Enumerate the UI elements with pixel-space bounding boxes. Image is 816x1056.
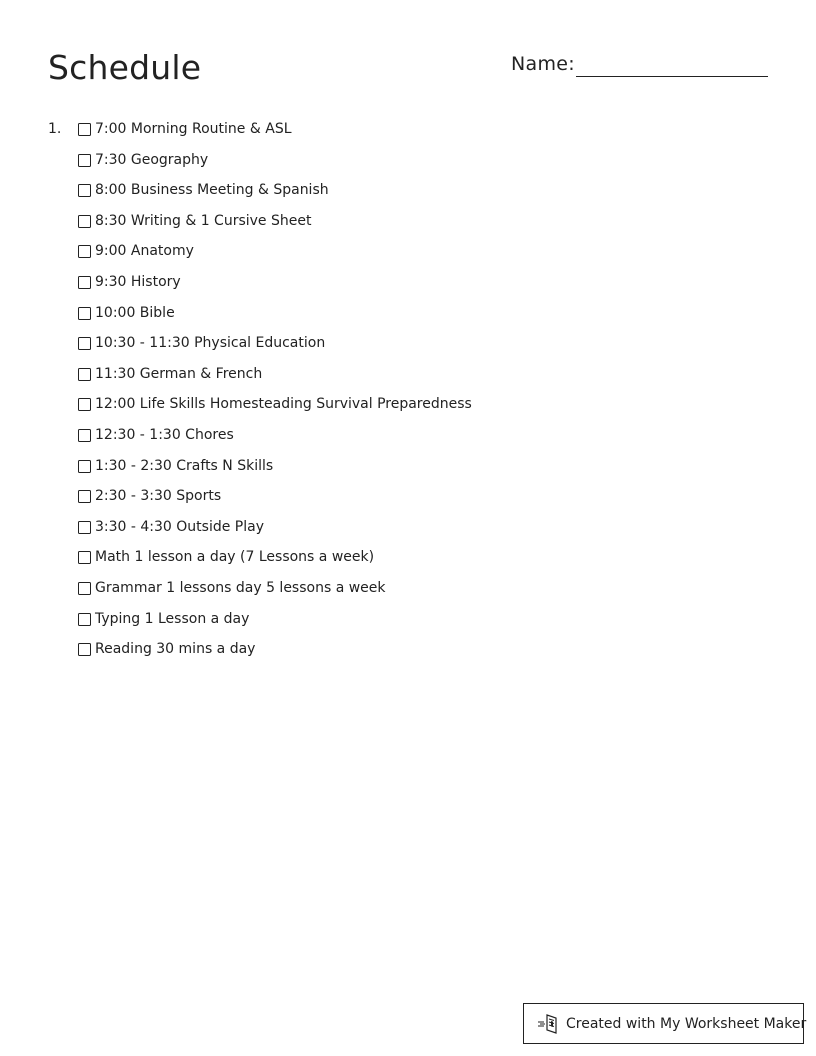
checklist-item-label: Math 1 lesson a day (7 Lessons a week) <box>95 549 375 566</box>
question-number: 1. <box>48 121 62 137</box>
checklist-item <box>78 395 472 426</box>
checkbox[interactable] <box>78 398 91 411</box>
checklist-item-label: Reading 30 mins a day <box>95 641 256 658</box>
checklist-item <box>78 334 472 365</box>
checklist-item-label: Typing 1 Lesson a day <box>95 610 250 627</box>
checkbox[interactable] <box>78 551 91 564</box>
checklist-item <box>78 365 472 396</box>
checklist-item <box>78 304 472 335</box>
checklist-item <box>78 487 472 518</box>
checkbox[interactable] <box>78 429 91 442</box>
checkbox[interactable] <box>78 460 91 473</box>
checkbox[interactable] <box>78 643 91 656</box>
checklist-item-label: 1:30 - 2:30 Crafts N Skills <box>95 457 274 474</box>
checklist-item <box>78 120 472 151</box>
checklist-item <box>78 640 472 671</box>
checklist-item-label: 7:00 Morning Routine & ASL <box>95 121 292 137</box>
name-field <box>511 52 769 78</box>
checkbox[interactable] <box>78 613 91 626</box>
checklist-item-label: 10:30 - 11:30 Physical Education <box>95 335 326 352</box>
checklist-item <box>78 273 472 304</box>
page-title: Schedule <box>48 48 202 87</box>
checkbox[interactable] <box>78 245 91 258</box>
checklist-item <box>78 151 472 182</box>
checkbox[interactable] <box>78 276 91 289</box>
checklist-item-label: 10:00 Bible <box>95 304 175 321</box>
checklist-item <box>78 518 472 549</box>
checkbox[interactable] <box>78 490 91 503</box>
checklist-item-label: 9:00 Anatomy <box>95 243 194 260</box>
checklist-item-label: 7:30 Geography <box>95 151 209 168</box>
checklist-item <box>78 242 472 273</box>
name-label: Name: <box>511 53 575 75</box>
checklist-item <box>78 181 472 212</box>
checkbox[interactable] <box>78 521 91 534</box>
checkbox[interactable] <box>78 215 91 228</box>
worksheet-maker-logo-icon <box>538 1014 560 1034</box>
checklist-item-label: 12:30 - 1:30 Chores <box>95 426 234 443</box>
checklist-item-label: 3:30 - 4:30 Outside Play <box>95 518 264 535</box>
checklist-item-label: 11:30 German & French <box>95 365 263 382</box>
schedule-checklist <box>78 120 472 671</box>
checkbox[interactable] <box>78 582 91 595</box>
checklist-item <box>78 579 472 610</box>
checklist-item-label: 8:30 Writing & 1 Cursive Sheet <box>95 212 312 229</box>
checklist-item-label: 12:00 Life Skills Homesteading Survival Preparedness <box>95 396 472 413</box>
footer-badge[interactable] <box>523 1003 807 1044</box>
checklist-item <box>78 457 472 488</box>
checklist-item-label: 9:30 History <box>95 273 181 290</box>
checklist-item-label: 2:30 - 3:30 Sports <box>95 488 222 505</box>
checklist-item <box>78 212 472 243</box>
checkbox[interactable] <box>78 337 91 350</box>
footer-credit-text: Created with My Worksheet Maker <box>566 1015 807 1032</box>
checklist-item <box>78 610 472 641</box>
checkbox[interactable] <box>78 368 91 381</box>
checklist-item <box>78 548 472 579</box>
checklist-item <box>78 426 472 457</box>
checklist-item-label: 8:00 Business Meeting & Spanish <box>95 182 329 199</box>
checkbox[interactable] <box>78 154 91 167</box>
name-blank-line[interactable] <box>576 76 768 77</box>
checklist-item-label: Grammar 1 lessons day 5 lessons a week <box>95 579 386 596</box>
checkbox[interactable] <box>78 307 91 320</box>
checkbox[interactable] <box>78 184 91 197</box>
checkbox[interactable] <box>78 123 91 136</box>
